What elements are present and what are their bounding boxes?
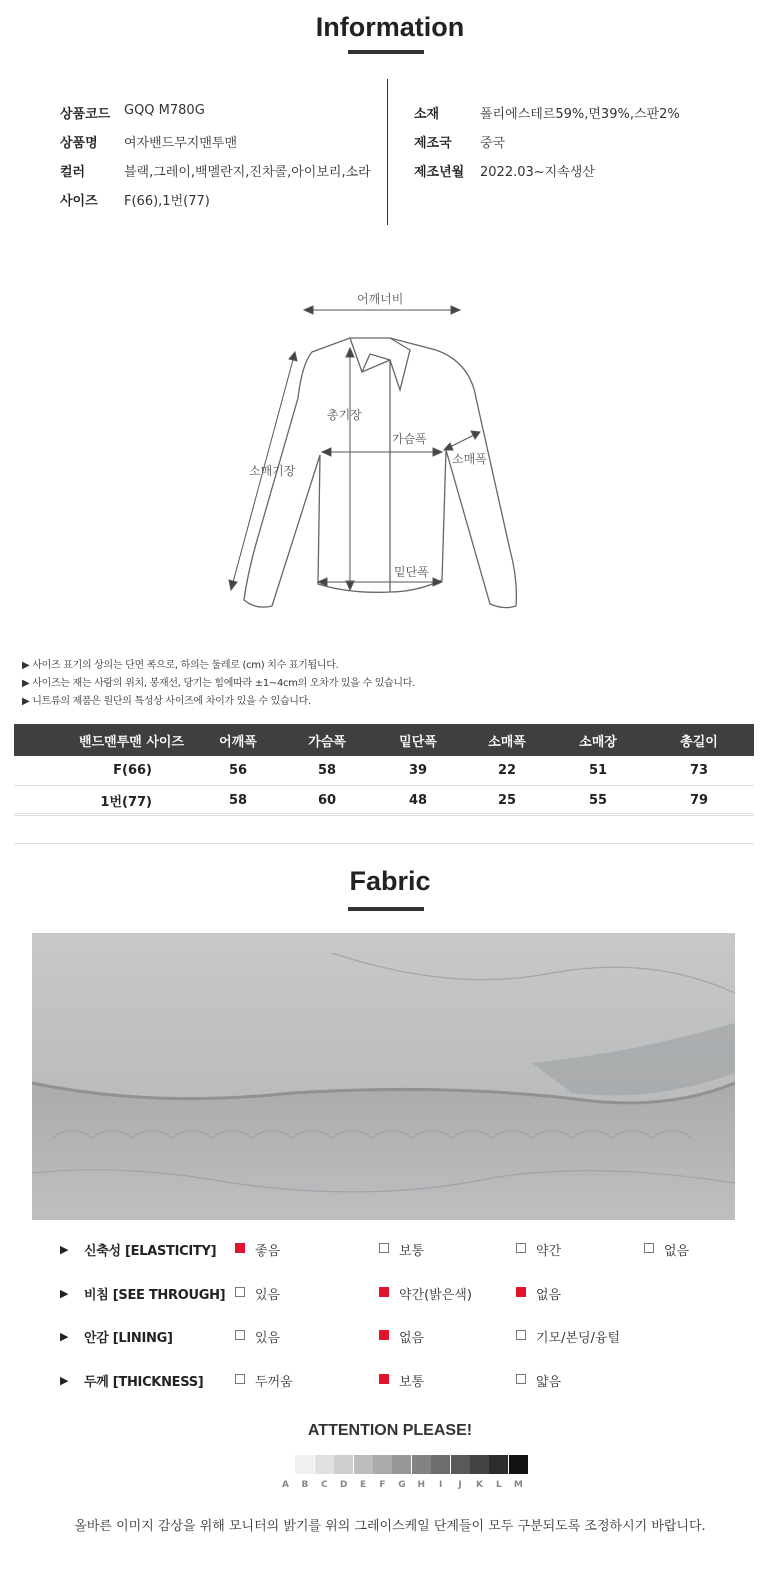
size-note-1: ▶ 사이즈 표기의 상의는 단면 폭으로, 하의는 둘레로 (cm) 치수 표기됩니다.: [22, 660, 339, 671]
checkbox-unchecked-icon[interactable]: [644, 1243, 654, 1253]
fabric-closeup-photo: [32, 933, 735, 1220]
table-bottom-line: [14, 813, 754, 814]
grayscale-swatch: [315, 1455, 334, 1474]
information-title: Information: [315, 12, 465, 42]
size-cell: 58: [196, 786, 280, 816]
triangle-bullet-icon: ▶: [60, 1330, 69, 1343]
checkbox-unchecked-icon[interactable]: [235, 1330, 245, 1340]
option-label: 약간: [536, 1244, 562, 1259]
checkbox-checked-icon[interactable]: [379, 1374, 389, 1384]
property-row-lining: [0, 1326, 780, 1350]
size-cell: 73: [644, 756, 754, 786]
option-label: 좋음: [255, 1244, 281, 1259]
info-label-color: 컬러: [60, 165, 86, 180]
grayscale-swatch: [509, 1455, 528, 1474]
size-cell: 60: [280, 786, 374, 816]
grayscale-letter: B: [301, 1480, 309, 1490]
property-label: 안감 [LINING]: [84, 1331, 173, 1346]
size-cell: 22: [462, 756, 552, 786]
property-row-see-through: [0, 1283, 780, 1307]
checkbox-unchecked-icon[interactable]: [379, 1243, 389, 1253]
property-label: 신축성 [ELASTICITY]: [84, 1244, 217, 1259]
option-label: 두꺼움: [255, 1375, 293, 1390]
table-row: [14, 756, 754, 786]
grayscale-swatch: [276, 1455, 295, 1474]
property-row-thickness: [0, 1370, 780, 1394]
info-label-product-name: 상품명: [60, 136, 98, 151]
size-cell: 51: [552, 756, 644, 786]
checkbox-unchecked-icon[interactable]: [235, 1374, 245, 1384]
info-value-product-code: GQQ M780G: [124, 103, 205, 118]
grayscale-letter: H: [417, 1480, 426, 1490]
property-row-elasticity: [0, 1239, 780, 1263]
garment-measurement-diagram: [220, 280, 560, 620]
table-row: [14, 786, 754, 816]
grayscale-swatch: [354, 1455, 373, 1474]
info-label-product-code: 상품코드: [60, 107, 111, 122]
info-value-manufacture-date: 2022.03~지속생산: [480, 165, 595, 180]
info-label-manufacture-date: 제조년월: [414, 165, 465, 180]
grayscale-swatch: [334, 1455, 353, 1474]
size-table-header-cell: 소매장: [552, 724, 644, 756]
size-cell: 79: [644, 786, 754, 816]
option-label: 없음: [664, 1244, 690, 1259]
grayscale-letter: C: [320, 1480, 328, 1490]
label-chest-width: 가슴폭: [392, 432, 427, 446]
info-label-material: 소재: [414, 107, 440, 122]
size-cell: 58: [280, 756, 374, 786]
grayscale-letter: G: [398, 1480, 406, 1490]
grayscale-swatch: [392, 1455, 411, 1474]
info-value-product-name: 여자밴드무지맨투맨: [124, 136, 238, 151]
fabric-title: Fabric: [349, 866, 431, 896]
grayscale-swatch: [373, 1455, 392, 1474]
checkbox-unchecked-icon[interactable]: [516, 1243, 526, 1253]
option-label: 보통: [399, 1244, 425, 1259]
info-label-size: 사이즈: [60, 194, 98, 209]
section-divider: [14, 843, 754, 844]
label-sleeve-length: 소매기장: [249, 464, 296, 478]
option-label: 없음: [399, 1331, 425, 1346]
size-cell: 55: [552, 786, 644, 816]
size-cell: 48: [374, 786, 462, 816]
grayscale-letter: A: [282, 1480, 289, 1490]
grayscale-swatch: [431, 1455, 450, 1474]
size-table-header-cell: 총길이: [644, 724, 754, 756]
grayscale-letter: F: [379, 1480, 386, 1490]
option-label: 있음: [255, 1288, 281, 1303]
grayscale-swatch: [295, 1455, 314, 1474]
info-label-origin: 제조국: [414, 136, 452, 151]
label-hem-width: 밑단폭: [394, 565, 429, 579]
info-value-material: 폴리에스테르59%,면39%,스판2%: [480, 107, 680, 122]
size-table-header-cell: 소매폭: [462, 724, 552, 756]
size-table-header: [14, 724, 754, 756]
option-label: 얇음: [536, 1375, 562, 1390]
grayscale-letter: D: [339, 1480, 348, 1490]
size-table-header-cell: 밑단폭: [374, 724, 462, 756]
checkbox-unchecked-icon[interactable]: [516, 1374, 526, 1384]
triangle-bullet-icon: ▶: [60, 1287, 69, 1300]
grayscale-letter: L: [496, 1480, 502, 1490]
checkbox-unchecked-icon[interactable]: [516, 1330, 526, 1340]
fabric-title-underline: [348, 907, 424, 911]
grayscale-letter: K: [476, 1480, 483, 1490]
size-table: [14, 724, 754, 816]
option-label: 기모/본딩/융털: [536, 1331, 621, 1346]
information-title-underline: [348, 50, 424, 54]
size-cell: F(66): [14, 756, 196, 786]
option-label: 있음: [255, 1331, 281, 1346]
size-cell: 56: [196, 756, 280, 786]
info-value-color: 블랙,그레이,백멜란지,진차콜,아이보리,소라: [124, 165, 371, 180]
grayscale-letter: I: [439, 1480, 443, 1490]
size-cell: 1번(77): [14, 786, 196, 816]
label-sleeve-width: 소매폭: [452, 452, 487, 466]
grayscale-swatch: [470, 1455, 489, 1474]
fabric-texture-image: [32, 933, 735, 1220]
size-table-header-cell: 밴드맨투맨 사이즈: [14, 724, 196, 756]
size-cell: 25: [462, 786, 552, 816]
size-table-header-cell: 가슴폭: [280, 724, 374, 756]
grayscale-swatch: [412, 1455, 431, 1474]
property-label: 비침 [SEE THROUGH]: [84, 1288, 226, 1303]
checkbox-checked-icon[interactable]: [379, 1287, 389, 1297]
size-note-2: ▶ 사이즈는 재는 사람의 위치, 봉재선, 당기는 힘에따라 ±1~4cm의 오차가 있을 수 있습니다.: [22, 678, 416, 689]
checkbox-checked-icon[interactable]: [235, 1243, 245, 1253]
info-value-size: F(66),1번(77): [124, 194, 210, 209]
triangle-bullet-icon: ▶: [60, 1243, 69, 1256]
option-label: 보통: [399, 1375, 425, 1390]
option-label: 없음: [536, 1288, 562, 1303]
checkbox-checked-icon[interactable]: [516, 1287, 526, 1297]
size-note-3: ▶ 니트류의 제품은 원단의 특성상 사이즈에 차이가 있을 수 있습니다.: [22, 696, 311, 707]
property-label: 두께 [THICKNESS]: [84, 1375, 204, 1390]
grayscale-letter: J: [458, 1480, 462, 1490]
shirt-outline-illustration: [220, 280, 560, 620]
checkbox-checked-icon[interactable]: [379, 1330, 389, 1340]
grayscale-letter: M: [513, 1480, 523, 1490]
monitor-brightness-note: 올바른 이미지 감상을 위해 모니터의 밝기를 위의 그레이스케일 단계들이 모두 구분되도록 조정하시기 바랍니다.: [74, 1519, 706, 1534]
info-divider: [387, 79, 388, 225]
checkbox-unchecked-icon[interactable]: [235, 1287, 245, 1297]
label-total-length: 총기장: [327, 408, 362, 422]
label-shoulder-width: 어깨너비: [357, 292, 404, 306]
grayscale-swatch: [489, 1455, 508, 1474]
size-table-header-cell: 어깨폭: [196, 724, 280, 756]
size-cell: 39: [374, 756, 462, 786]
attention-title: ATTENTION PLEASE!: [307, 1422, 473, 1439]
info-value-origin: 중국: [480, 136, 506, 151]
triangle-bullet-icon: ▶: [60, 1374, 69, 1387]
grayscale-swatch: [451, 1455, 470, 1474]
option-label: 약간(밝은색): [399, 1288, 472, 1303]
grayscale-letter: E: [360, 1480, 367, 1490]
